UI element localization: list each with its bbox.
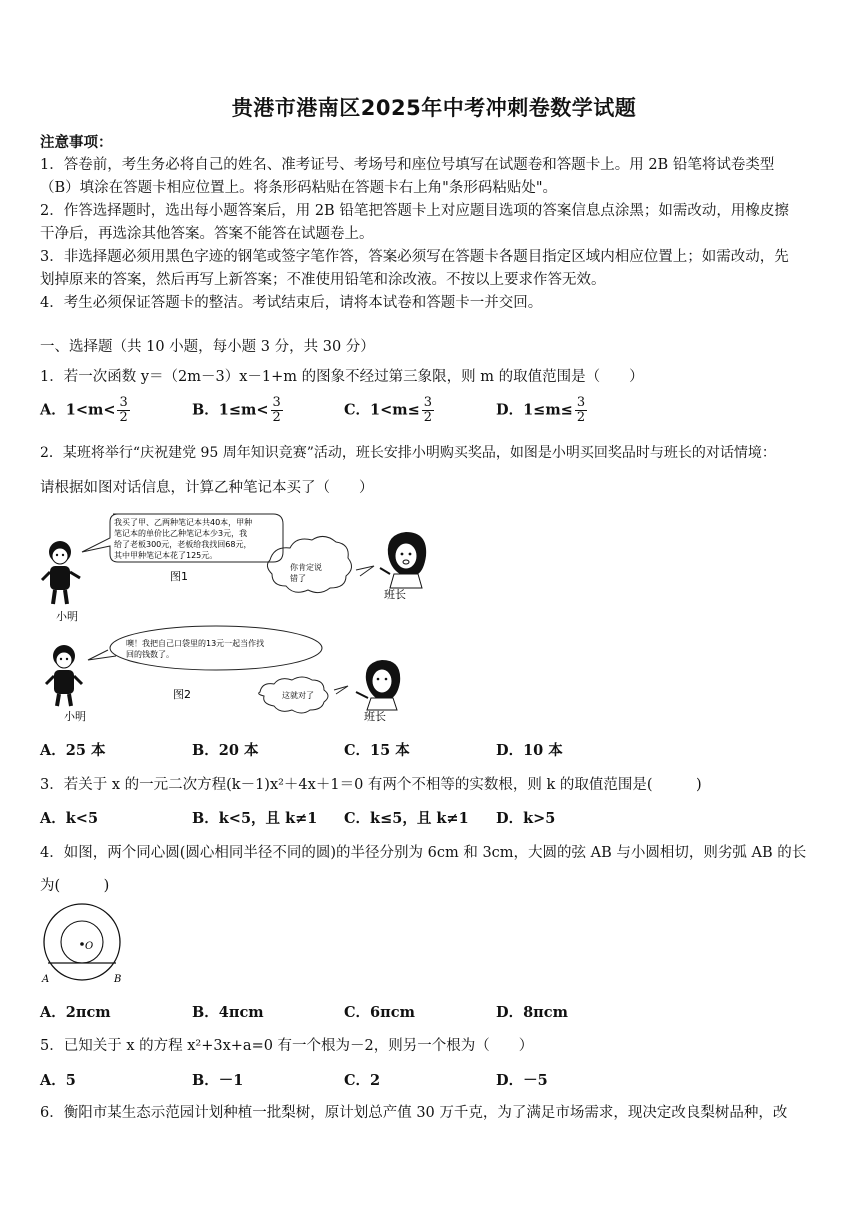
numerator: 3 bbox=[576, 395, 586, 410]
notice-line: 划掉原来的答案，然后再写上新答案；不准使用铅笔和涂改液。不按以上要求作答无效。 bbox=[40, 272, 606, 288]
question-6-stem: 6．衡阳市某生态示范园计划种植一批梨树，原计划总产值 30 万千克，为了满足市场需求，现决定改良梨树品种，改 bbox=[40, 1105, 788, 1121]
option-b[interactable]: B．4πcm bbox=[192, 1004, 264, 1021]
xiaoming-cartoon-1 bbox=[42, 541, 80, 604]
speech-bubble-2-ellipse bbox=[110, 626, 322, 670]
option-c[interactable]: C．6πcm bbox=[344, 1004, 415, 1021]
notice-line: 3．非选择题必须用黑色字迹的钢笔或签字笔作答，答案必须写在答题卡各题目指定区域内相应位置上；如需改动，先 bbox=[40, 249, 789, 265]
question-1-options bbox=[40, 396, 820, 430]
option-a[interactable] bbox=[40, 396, 130, 425]
option-a[interactable]: A．2πcm bbox=[40, 1004, 111, 1021]
question-4-stem-2: 为( ) bbox=[40, 878, 110, 894]
question-5-options bbox=[40, 1069, 820, 1091]
xiaoming-label-1: 小明 bbox=[56, 610, 78, 623]
center-point bbox=[80, 942, 84, 946]
option-a[interactable]: A．25 本 bbox=[40, 742, 106, 759]
option-d[interactable] bbox=[496, 396, 587, 425]
banzhang-label-2: 班长 bbox=[364, 710, 386, 723]
bubble-1-line: 我买了甲、乙两种笔记本共40本，甲种 bbox=[114, 518, 253, 527]
option-text: A．1<m< bbox=[40, 401, 116, 419]
question-5-stem: 5．已知关于 x 的方程 x²+3x+a=0 有一个根为－2，则另一个根为（ ） bbox=[40, 1038, 534, 1054]
option-c[interactable]: C．k≤5，且 k≠1 bbox=[344, 810, 469, 827]
notice-line: （B）填涂在答题卡相应位置上。将条形码粘贴在答题卡右上角"条形码粘贴处"。 bbox=[40, 180, 557, 196]
numerator: 3 bbox=[423, 395, 433, 410]
small-circle bbox=[61, 921, 103, 963]
xiaoming-label-2: 小明 bbox=[64, 710, 86, 723]
option-d[interactable]: D．k>5 bbox=[496, 810, 556, 827]
option-b[interactable]: B．20 本 bbox=[192, 742, 259, 759]
question-2-stem-2: 请根据如图对话信息，计算乙种笔记本买了（ ） bbox=[40, 480, 374, 496]
denominator: 2 bbox=[576, 410, 586, 425]
denominator: 2 bbox=[272, 410, 281, 425]
bubble-2-line: 噢！我把自己口袋里的13元一起当作找 bbox=[126, 639, 265, 648]
question-3-options bbox=[40, 807, 820, 829]
label-a: A bbox=[42, 974, 50, 985]
question-3-stem: 3．若关于 x 的一元二次方程(k－1)x²＋4x＋1＝0 有两个不相等的实数根，则 k 的取值范围是( ) bbox=[40, 777, 702, 793]
xiaoming-cartoon-2 bbox=[46, 645, 82, 706]
option-text: B．1≤m< bbox=[192, 401, 269, 419]
fraction bbox=[575, 396, 587, 425]
option-d[interactable]: D．8πcm bbox=[496, 1004, 568, 1021]
fraction bbox=[117, 396, 129, 425]
figure-2-label: 图2 bbox=[173, 688, 191, 701]
concentric-circles-figure bbox=[36, 902, 132, 992]
option-a[interactable]: A．k<5 bbox=[40, 810, 99, 827]
option-b[interactable] bbox=[192, 396, 283, 425]
option-d[interactable]: D．10 本 bbox=[496, 742, 563, 759]
banzhang-cartoon-2 bbox=[356, 660, 400, 710]
page-title: 贵港市港南区2025年中考冲刺卷数学试题 bbox=[231, 96, 637, 120]
denominator: 2 bbox=[119, 410, 128, 425]
numerator: 3 bbox=[119, 395, 128, 410]
banzhang-label-1: 班长 bbox=[384, 588, 406, 601]
figure-1-label: 图1 bbox=[170, 570, 188, 583]
option-a[interactable]: A．5 bbox=[40, 1072, 76, 1089]
question-2-options bbox=[40, 739, 820, 761]
large-circle bbox=[44, 904, 120, 980]
notice-line: 1．答卷前，考生务必将自己的姓名、准考证号、考场号和座位号填写在试题卷和答题卡上。用 2B 铅笔将试卷类型 bbox=[40, 157, 775, 173]
question-1-stem: 1．若一次函数 y＝（2m－3）x－1+m 的图象不经过第三象限，则 m 的取值范围是（ ） bbox=[40, 369, 644, 385]
bubble-1-line: 其中甲种笔记本花了125元。 bbox=[114, 551, 218, 560]
banzhang-cartoon-1 bbox=[380, 532, 426, 588]
bubble-1-line: 给了老板300元，老板给我找回68元， bbox=[114, 540, 252, 549]
cloud-2-text: 这就对了 bbox=[282, 691, 314, 700]
notice-heading: 注意事项： bbox=[40, 134, 113, 151]
question-4-stem: 4．如图，两个同心圆(圆心相同半径不同的圆)的半径分别为 6cm 和 3cm，大圆的弦 AB 与小圆相切，则劣弧 AB 的长 bbox=[40, 845, 807, 861]
option-b[interactable]: B．－1 bbox=[192, 1072, 244, 1089]
option-d[interactable]: D．－5 bbox=[496, 1072, 548, 1089]
option-c[interactable]: C．15 本 bbox=[344, 742, 410, 759]
fraction bbox=[422, 396, 434, 425]
question-2-stem: 2．某班将举行“庆祝建党 95 周年知识竞赛”活动，班长安排小明购买奖品，如图是小明买回奖品时与班长的对话情境： bbox=[40, 445, 776, 461]
notice-line: 4．考生必须保证答题卡的整洁。考试结束后，请将本试卷和答题卡一并交回。 bbox=[40, 295, 543, 311]
cloud-1-line: 你肯定说 bbox=[290, 563, 322, 572]
bubble-2-line: 回的钱数了。 bbox=[126, 650, 174, 659]
option-text: C．1<m≤ bbox=[344, 401, 420, 419]
option-b[interactable]: B．k<5，且 k≠1 bbox=[192, 810, 318, 827]
option-text: D．1≤m≤ bbox=[496, 401, 573, 419]
option-c[interactable] bbox=[344, 396, 434, 425]
numerator: 3 bbox=[272, 395, 281, 410]
question-4-options bbox=[40, 1001, 820, 1023]
bubble-1-line: 笔记本的单价比乙种笔记本少3元，我 bbox=[114, 529, 248, 538]
cloud-1-line: 错了 bbox=[290, 574, 306, 583]
section-heading: 一、选择题（共 10 小题，每小题 3 分，共 30 分） bbox=[40, 339, 375, 355]
fraction bbox=[271, 396, 283, 425]
option-c[interactable]: C．2 bbox=[344, 1072, 381, 1089]
denominator: 2 bbox=[423, 410, 433, 425]
notice-line: 干净后，再选涂其他答案。答案不能答在试题卷上。 bbox=[40, 226, 374, 242]
notice-line: 2．作答选择题时，选出每小题答案后，用 2B 铅笔把答题卡上对应题目选项的答案信息点涂黑；如需改动，用橡皮擦 bbox=[40, 203, 789, 219]
dialogue-figure bbox=[38, 508, 438, 726]
label-b: B bbox=[114, 974, 122, 985]
label-o: O bbox=[85, 941, 94, 952]
